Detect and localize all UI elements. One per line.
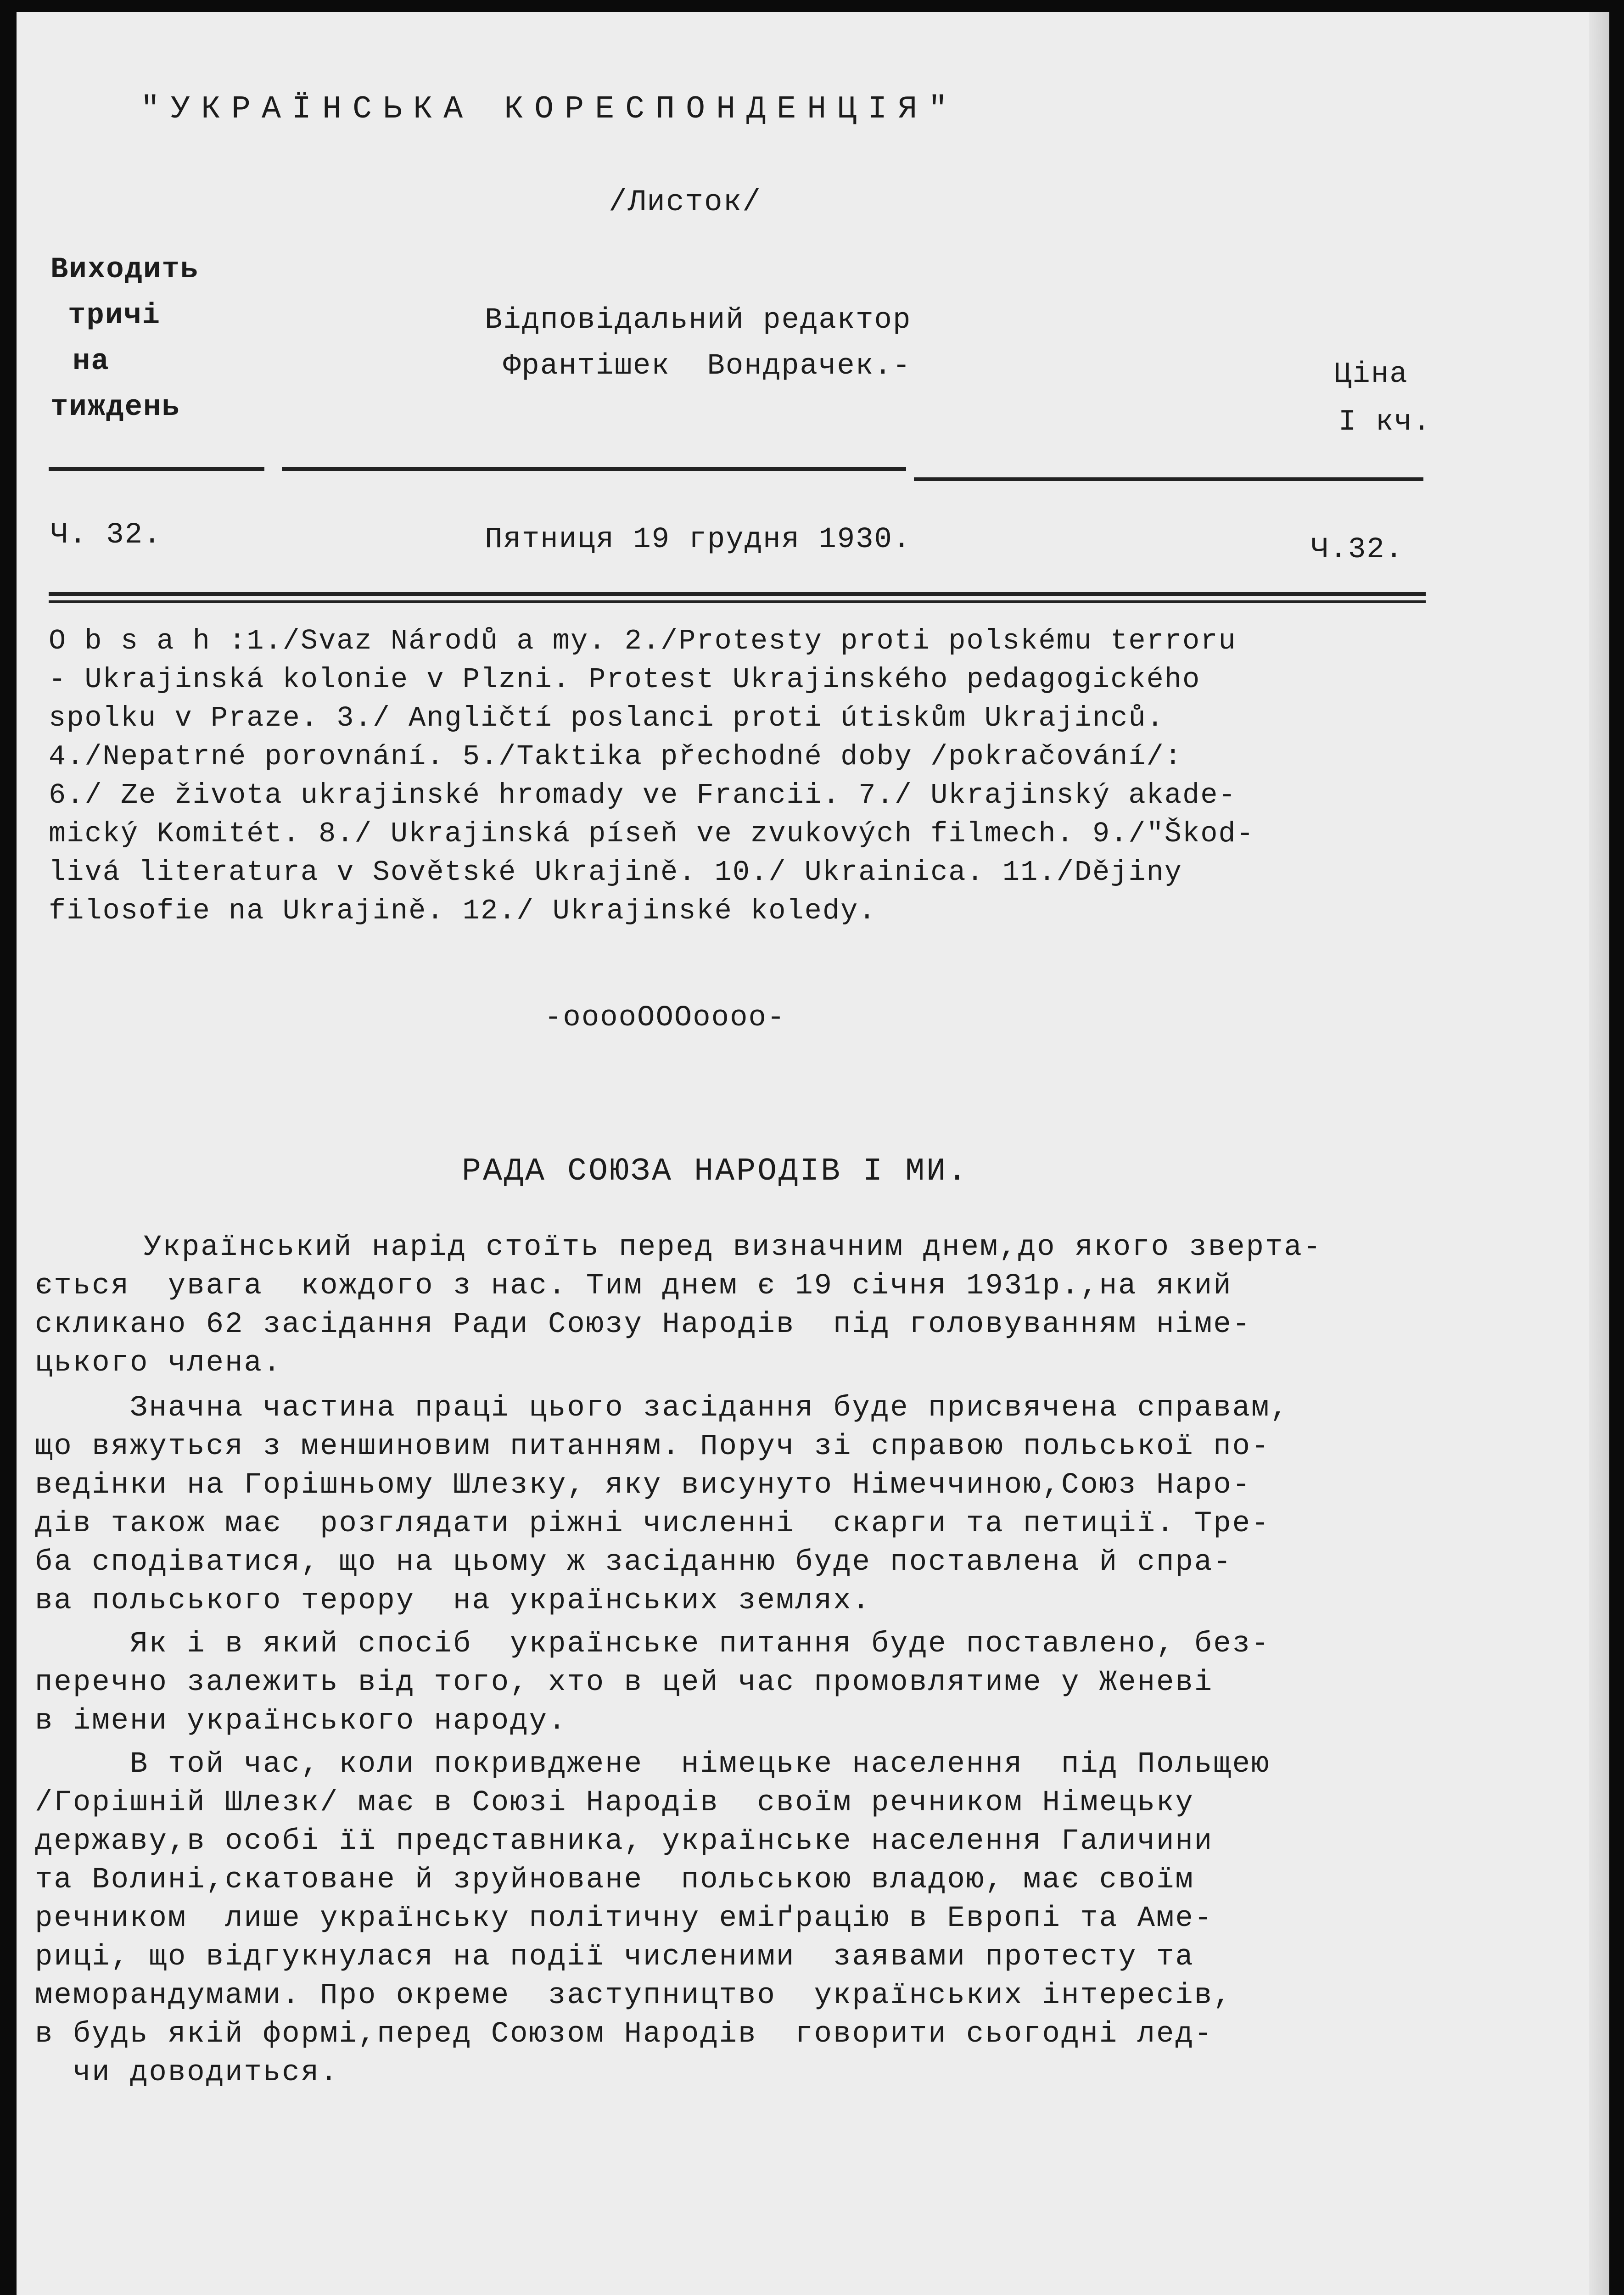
article-line: речником лише українську політичну еміґрацію в Европі та Аме- <box>35 1902 1214 1935</box>
article-line: що вяжуться з меншиновим питанням. Поруч зі справою польської по- <box>35 1430 1271 1463</box>
article-line: в імени українського народу. <box>35 1705 567 1738</box>
issue-number-right: Ч.32. <box>1311 533 1404 566</box>
issue-rule <box>49 600 1426 603</box>
contents-line: O b s a h :1./Svaz Národů a my. 2./Protesty proti polskému terroru <box>49 625 1237 657</box>
contents-line: 4./Nepatrné porovnání. 5./Taktika přechodné doby /pokračování/: <box>49 740 1182 773</box>
article-heading: РАДА СОЮЗА НАРОДІВ І МИ. <box>462 1153 969 1190</box>
article-line: меморандумами. Про окреме заступництво українських інтересів, <box>35 1979 1232 2012</box>
article-line: ється увага кождого з нас. Тим днем є 19 січня 1931р.,на який <box>35 1270 1232 1303</box>
contents-line: 6./ Ze života ukrajinské hromady ve Francii. 7./ Ukrajinský akade- <box>49 779 1237 812</box>
section-divider: -ooooOOOoooo- <box>544 1002 786 1035</box>
article-line: /Горішній Шлезк/ має в Союзі Народів своїм речником Німецьку <box>35 1786 1194 1819</box>
contents-line: spolku v Praze. 3./ Angličtí poslanci proti útiskům Ukrajinců. <box>49 702 1165 734</box>
article-line: Значна частина праці цього засідання буде присвячена справам, <box>35 1392 1289 1425</box>
article-line: та Волині,скатоване й зруйноване польською владою, має своїм <box>35 1864 1194 1897</box>
contents-line: filosofie na Ukrajině. 12./ Ukrajinské koledy. <box>49 895 877 927</box>
frequency-line: тиждень <box>50 391 180 424</box>
article-line: ведінки на Горішньому Шлезку, яку висунуто Німеччиною,Союз Наро- <box>35 1469 1251 1502</box>
issue-date: Пятниця 19 грудня 1930. <box>485 523 912 556</box>
header-rule <box>49 467 264 471</box>
article-line: риці, що відгукнулася на події численими заявами протесту та <box>35 1941 1194 1974</box>
document-page <box>17 12 1609 2295</box>
article-line: скликано 62 засідання Ради Союзу Народів під головуванням німе- <box>35 1308 1251 1341</box>
frequency-line: Виходить <box>50 253 199 286</box>
contents-line: - Ukrajinská kolonie v Plzni. Protest Ukrajinského pedagogického <box>49 663 1201 696</box>
article-line: дів також має розглядати ріжні численні скарги та петиції. Тре- <box>35 1507 1271 1540</box>
article-line: перечно залежить від того, хто в цей час промовлятиме у Женеві <box>35 1666 1214 1699</box>
price-value: І кч. <box>1338 406 1432 439</box>
article-line: Як і в який спосіб українське питання буде поставлено, без- <box>35 1628 1271 1661</box>
header-rule <box>282 467 906 471</box>
article-line: Український нарід стоїть перед визначним днем,до якого зверта- <box>49 1231 1322 1264</box>
issue-rule <box>49 592 1426 596</box>
article-line: В той час, коли покривджене німецьке населення під Польщею <box>35 1748 1271 1781</box>
page-edge-shadow <box>1589 12 1609 2295</box>
article-line: ба сподіватися, що на цьому ж засіданню буде поставлена й спра- <box>35 1546 1232 1579</box>
article-line: державу,в особі її представника, українське населення Галичини <box>35 1825 1214 1858</box>
frequency-line: на <box>73 345 110 378</box>
issue-number-left: Ч. 32. <box>50 519 162 552</box>
contents-line: livá literatura v Sovětské Ukrajině. 10./ Ukrainica. 11./Dějiny <box>49 856 1182 889</box>
editor-line: Відповідальний редактор <box>485 304 912 337</box>
article-line: ва польського терору на українських землях. <box>35 1584 871 1618</box>
masthead-subtitle: /Листок/ <box>609 185 762 219</box>
article-line: в будь якій формі,перед Союзом Народів говорити сьогодні лед- <box>35 2018 1214 2051</box>
article-line: цького члена. <box>35 1347 282 1380</box>
header-rule <box>914 477 1423 481</box>
masthead-title: "УКРАЇНСЬКА КОРЕСПОНДЕНЦІЯ" <box>140 91 959 128</box>
price-label: Ціна <box>1334 358 1408 391</box>
editor-line: Франтішек Вондрачек.- <box>503 350 911 383</box>
article-line: чи доводиться. <box>35 2056 339 2089</box>
contents-line: mický Komitét. 8./ Ukrajinská píseň ve zvukových filmech. 9./"Škod- <box>49 817 1254 850</box>
frequency-line: тричі <box>68 299 161 332</box>
